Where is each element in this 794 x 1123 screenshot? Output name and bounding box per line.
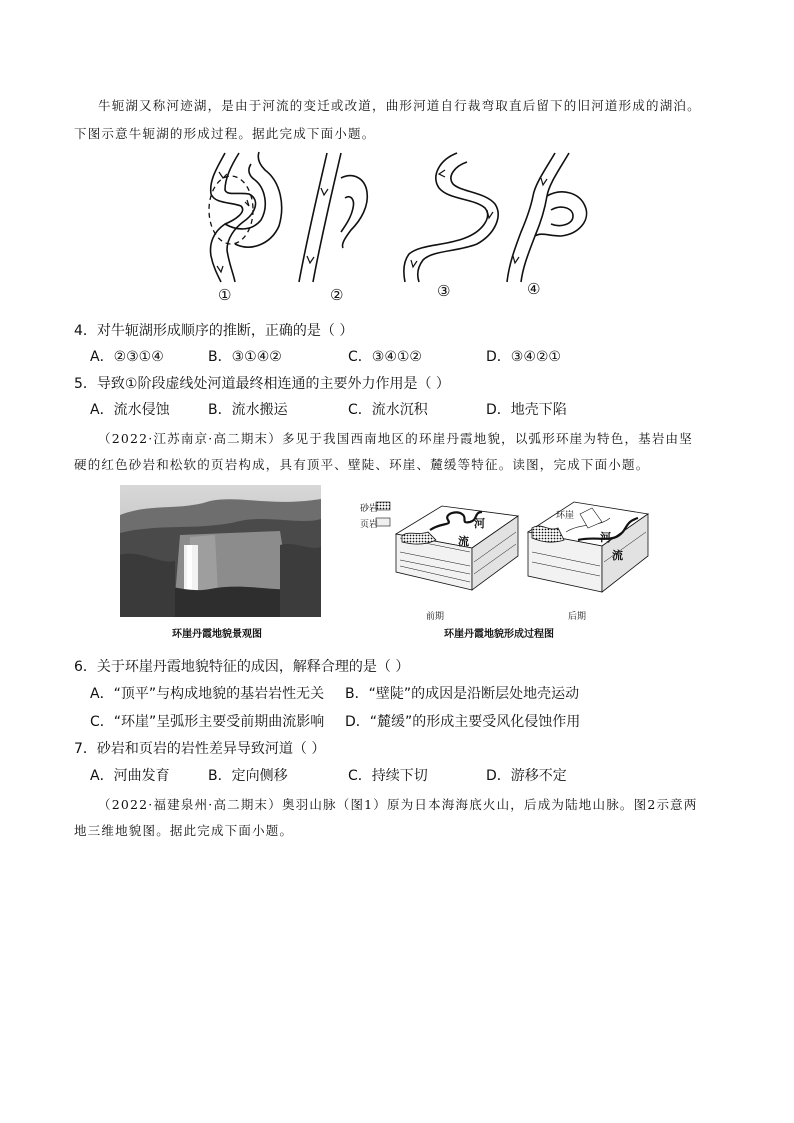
stage-label-4: ④ [527, 280, 541, 298]
intro-line: （2022·福建泉州·高二期末）奥羽山脉（图1）原为日本海海底火山，后成为陆地山脉。图2示意两 [98, 797, 698, 812]
option-d[interactable]: D．③④②① [486, 349, 561, 365]
stage-label-2: ② [330, 286, 344, 304]
photo-caption: 环崖丹霞地貌景观图 [172, 629, 262, 640]
early-stage-block [396, 506, 518, 590]
option-b[interactable]: B．③①④② [208, 349, 282, 365]
oxbow-stage-1-diagram [209, 152, 282, 282]
intro-line: 地三维地貌图。据此完成下面小题。 [74, 823, 294, 838]
option-b[interactable]: B．定向侧移 [208, 768, 288, 784]
intro-line: 硬的红色砂岩和松软的页岩构成，具有顶平、壁陡、环崖、麓缓等特征。读图，完成下面小题。 [74, 457, 650, 472]
late-stage-label: 后期 [568, 612, 587, 622]
question-6-stem: 6．关于环崖丹霞地貌特征的成因，解释合理的是（ ） [74, 659, 410, 675]
option-c[interactable]: C．持续下切 [348, 768, 428, 784]
question-7-stem: 7．砂岩和页岩的岩性差异导致河道（ ） [74, 741, 326, 757]
river-label-late-1: 河 [600, 531, 611, 544]
legend-sandstone-label: 砂岩 [360, 504, 379, 514]
danxia-formation-diagram [352, 492, 652, 622]
diagram-caption: 环崖丹霞地貌形成过程图 [444, 629, 554, 640]
option-a[interactable]: A．②③①④ [90, 349, 164, 365]
danxia-landscape-photo [120, 485, 321, 617]
oxbow-stage-3-diagram [404, 153, 498, 282]
intro-paragraph-danxia [74, 426, 724, 478]
stage-label-3: ③ [437, 282, 451, 300]
intro-line: 牛轭湖又称河迹湖，是由于河流的变迁或改道，曲形河道自行裁弯取直后留下的旧河道形成的湖泊。 [98, 98, 701, 113]
option-b[interactable]: B．“壁陡”的成因是沿断层处地壳运动 [345, 686, 580, 702]
shale-legend-swatch [376, 518, 390, 526]
stage-label-1: ① [218, 286, 232, 304]
river-label-late-2: 流 [612, 549, 623, 562]
early-stage-label: 前期 [426, 612, 445, 622]
option-a[interactable]: A．河曲发育 [90, 768, 170, 784]
option-d[interactable]: D．地壳下陷 [486, 402, 567, 418]
intro-line: （2022·江苏南京·高二期末）多见于我国西南地区的环崖丹霞地貌，以弧形环崖为特色，基岩由坚 [98, 431, 693, 446]
question-4-stem: 4．对牛轭湖形成顺序的推断，正确的是（ ） [74, 323, 354, 339]
option-c[interactable]: C．③④①② [348, 349, 422, 365]
intro-paragraph-ou-mountains [74, 792, 724, 844]
option-c[interactable]: C．“环崖”呈弧形主要受前期曲流影响 [90, 714, 325, 730]
option-b[interactable]: B．流水搬运 [208, 402, 288, 418]
option-d[interactable]: D．“麓缓”的形成主要受风化侵蚀作用 [345, 714, 581, 730]
option-d[interactable]: D．游移不定 [486, 768, 567, 784]
intro-paragraph-oxbow [74, 92, 724, 148]
late-stage-block [528, 502, 648, 592]
river-label-early-2: 流 [458, 535, 469, 548]
intro-line: 下图示意牛轭湖的形成过程。据此完成下面小题。 [74, 126, 376, 141]
oxbow-stage-4-diagram [507, 153, 587, 282]
option-a[interactable]: A．流水侵蚀 [90, 402, 170, 418]
oxbow-stage-2-diagram [299, 153, 367, 282]
option-c[interactable]: C．流水沉积 [348, 402, 428, 418]
legend-shale-label: 页岩 [360, 520, 379, 530]
question-5-stem: 5．导致①阶段虚线处河道最终相连通的主要外力作用是（ ） [74, 376, 450, 392]
river-label-early-1: 河 [474, 517, 485, 530]
option-a[interactable]: A．“顶平”与构成地貌的基岩岩性无关 [90, 686, 325, 702]
cliff-label: 环崖 [556, 511, 575, 521]
sandstone-legend-swatch [376, 502, 390, 510]
